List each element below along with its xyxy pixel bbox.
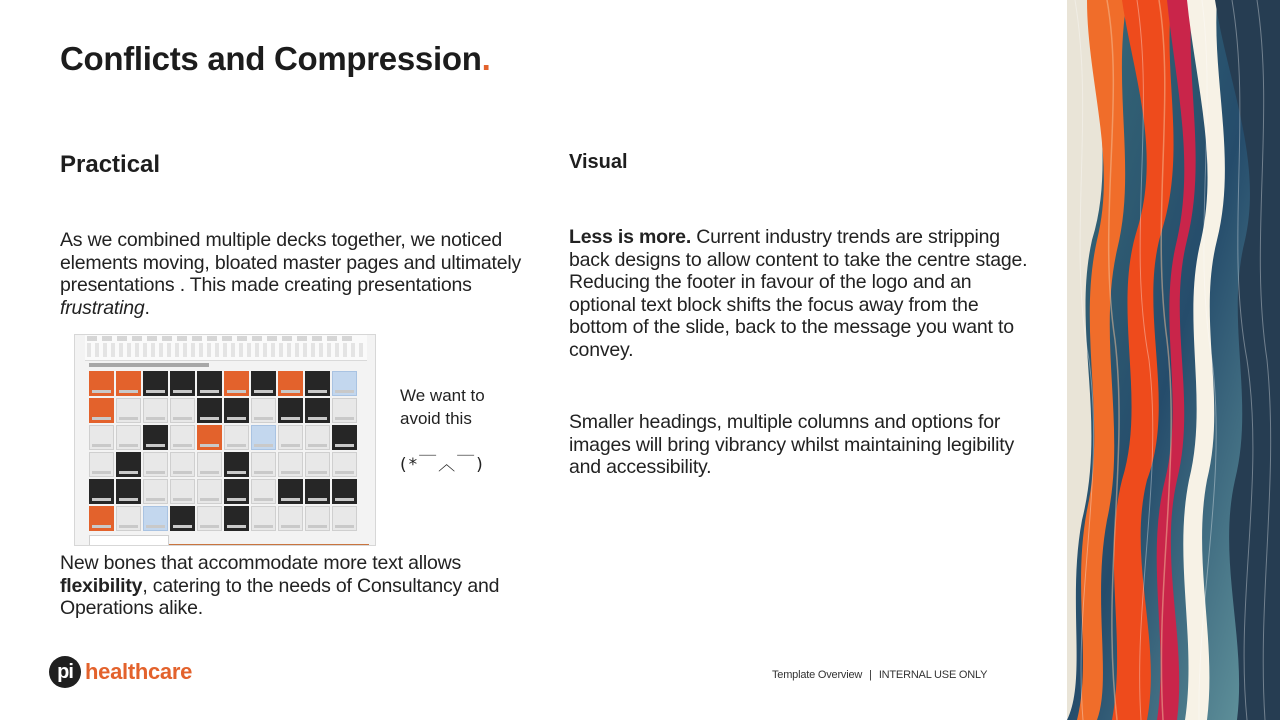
layout-thumbnail <box>224 506 249 531</box>
layout-thumbnail <box>170 371 195 396</box>
layout-thumbnail <box>143 452 168 477</box>
image-caption: We want to avoid this <box>400 386 485 428</box>
footer-text <box>772 669 987 681</box>
layout-thumbnail <box>89 506 114 531</box>
layout-thumbnail <box>197 452 222 477</box>
layout-thumbnail <box>278 371 303 396</box>
layout-thumbnail <box>332 425 357 450</box>
layout-thumbnail-grid <box>89 371 357 531</box>
layout-thumbnail <box>116 506 141 531</box>
layout-thumbnail <box>116 425 141 450</box>
layout-thumbnail <box>251 452 276 477</box>
layout-thumbnail <box>143 506 168 531</box>
layout-thumbnail <box>170 506 195 531</box>
bones-bold: flexibility <box>60 574 143 597</box>
layout-thumbnail <box>197 371 222 396</box>
layout-thumbnail <box>116 479 141 504</box>
less-is-more-text: Current industry trends are stripping back designs to allow content to take the centre stage. Reducing the footer in favour of the logo and an optional text block shifts the focus away from the bottom of the slide, back to the message you want to convey. <box>569 226 1028 361</box>
layout-thumbnail <box>278 425 303 450</box>
layout-thumbnail <box>224 398 249 423</box>
layout-thumbnail <box>305 371 330 396</box>
layout-thumbnail <box>305 398 330 423</box>
layout-thumbnail <box>116 452 141 477</box>
footer-separator: | <box>869 669 872 681</box>
practical-intro-text: As we combined multiple decks together, we noticed elements moving, bloated master pages and ultimately presentations . This made creating presentations <box>60 229 522 297</box>
layout-thumbnail <box>116 398 141 423</box>
layout-thumbnail <box>332 479 357 504</box>
title-accent-dot: . <box>481 40 491 77</box>
layout-thumbnail <box>224 425 249 450</box>
layout-thumbnail <box>332 398 357 423</box>
layout-thumbnail <box>143 398 168 423</box>
layout-thumbnail <box>278 398 303 423</box>
less-is-more-bold: Less is more. <box>569 226 692 248</box>
footer-internal-use: INTERNAL USE ONLY <box>878 669 988 681</box>
layout-thumbnail <box>332 371 357 396</box>
visual-heading: Visual <box>569 151 628 173</box>
layout-thumbnail <box>116 371 141 396</box>
layout-thumbnail <box>170 479 195 504</box>
practical-bones-paragraph <box>60 552 530 620</box>
layout-thumbnail <box>89 398 114 423</box>
layout-thumbnail <box>197 479 222 504</box>
layout-thumbnail <box>89 371 114 396</box>
layout-thumbnail <box>332 452 357 477</box>
practical-intro-emphasis: frustrating <box>60 296 145 319</box>
layout-thumbnail <box>89 452 114 477</box>
slide-title-text: Conflicts and Compression <box>60 40 482 77</box>
logo-wordmark: healthcare <box>85 659 193 684</box>
layout-thumbnail <box>89 479 114 504</box>
layout-thumbnail <box>89 425 114 450</box>
layout-thumbnail <box>143 479 168 504</box>
layout-thumbnail <box>170 398 195 423</box>
practical-intro-paragraph <box>60 229 530 319</box>
layout-thumbnail <box>170 425 195 450</box>
layout-thumbnail <box>251 479 276 504</box>
layout-thumbnail <box>143 371 168 396</box>
layout-thumbnail <box>332 506 357 531</box>
marbled-art-image <box>1067 0 1280 720</box>
bones-text-2: , catering to the needs of Consultancy and Operations alike. <box>60 574 500 620</box>
layout-thumbnail <box>197 398 222 423</box>
layout-thumbnail <box>278 479 303 504</box>
layout-thumbnail <box>143 425 168 450</box>
marbled-art-panel <box>1067 0 1280 720</box>
layout-thumbnail <box>197 506 222 531</box>
layout-thumbnail <box>305 452 330 477</box>
visual-less-is-more-paragraph <box>569 226 1039 362</box>
practical-intro-end: . <box>144 296 150 319</box>
visual-smaller-headings-paragraph: Smaller headings, multiple columns and options for images will bring vibrancy whilst maintaining legibility and accessibility. <box>569 411 1015 479</box>
layout-thumbnail <box>305 506 330 531</box>
layout-thumbnail <box>224 452 249 477</box>
layout-thumbnail <box>305 425 330 450</box>
layout-thumbnail <box>305 479 330 504</box>
bones-text-1: New bones that accommodate more text allows <box>60 552 462 574</box>
footer-template-overview: Template Overview <box>772 669 863 681</box>
layout-thumbnail <box>197 425 222 450</box>
kaomoji-face: (*￣︿￣) <box>400 455 485 475</box>
layout-thumbnail <box>251 398 276 423</box>
layout-thumbnail <box>224 479 249 504</box>
layout-thumbnail <box>251 371 276 396</box>
practical-heading: Practical <box>60 151 161 178</box>
layout-thumbnail <box>224 371 249 396</box>
layout-thumbnail <box>251 506 276 531</box>
layout-gallery-screenshot <box>74 334 376 546</box>
layout-thumbnail <box>170 452 195 477</box>
pi-logo-icon: pi <box>49 656 81 688</box>
pi-healthcare-logo <box>49 655 192 689</box>
slide-title <box>60 40 490 78</box>
layout-thumbnail <box>278 452 303 477</box>
layout-thumbnail <box>278 506 303 531</box>
ribbon-toolbar-image <box>85 335 367 361</box>
layout-thumbnail <box>251 425 276 450</box>
